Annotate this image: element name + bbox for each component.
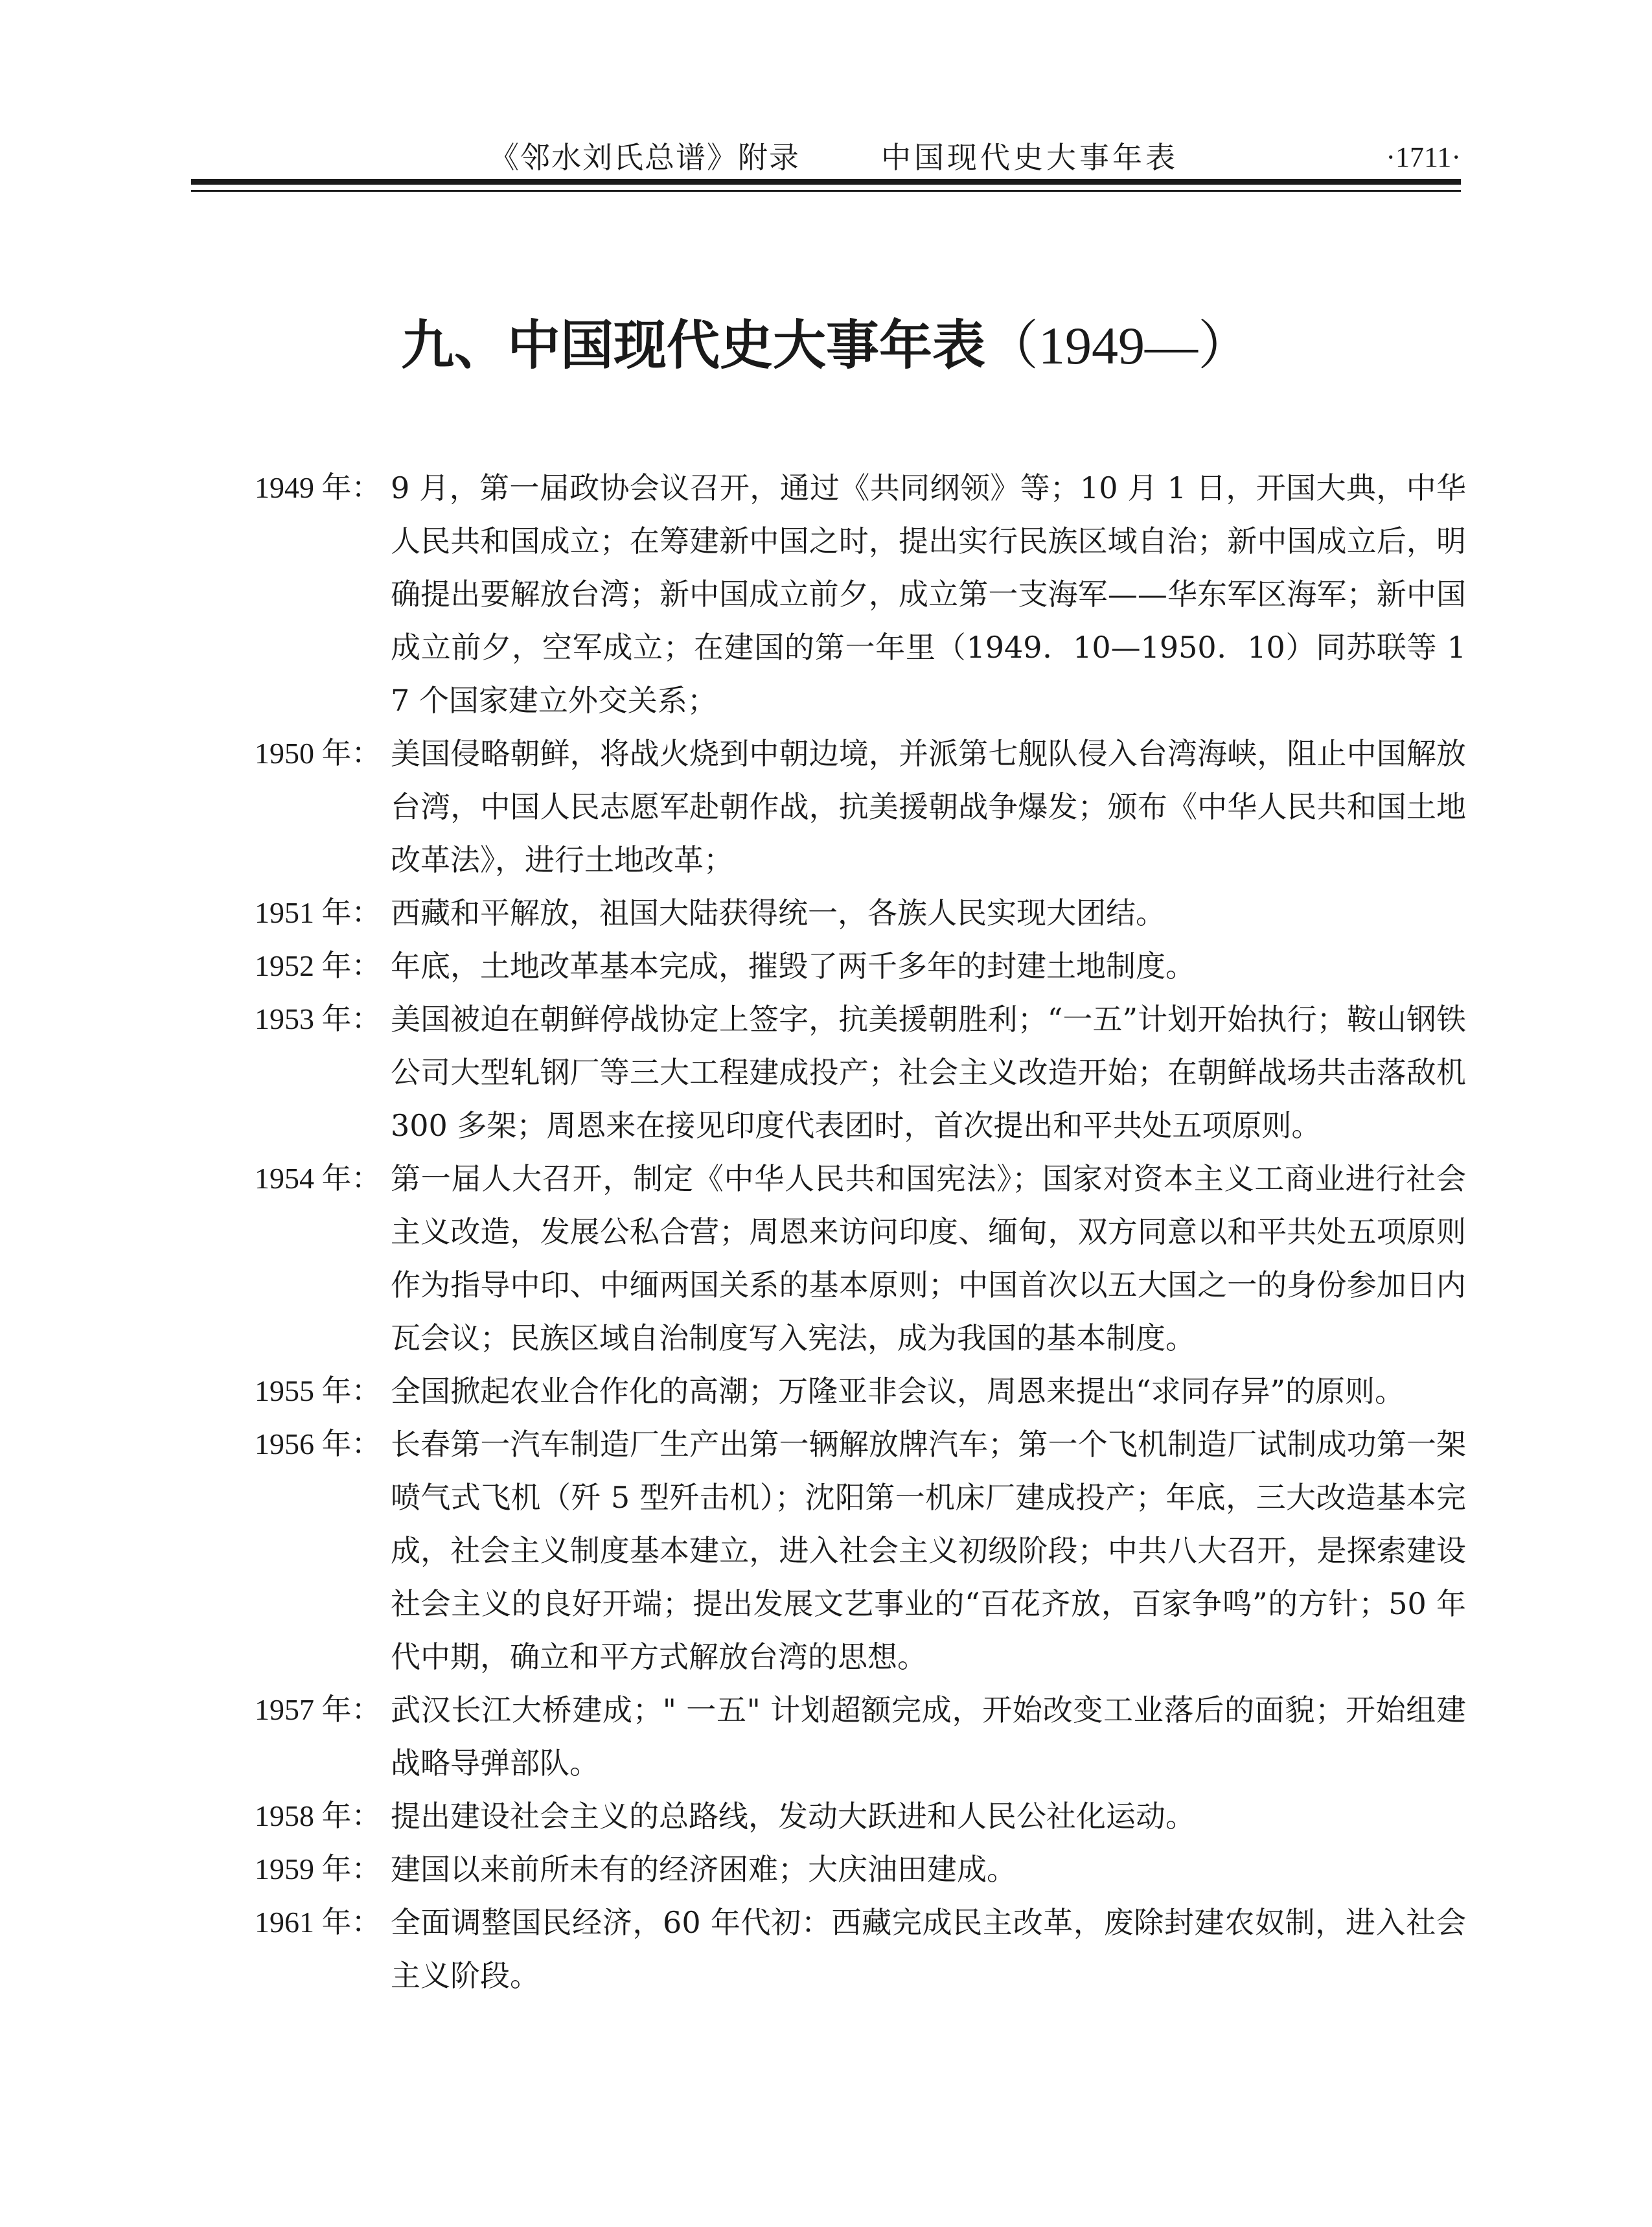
entry-text: 全国掀起农业合作化的高潮；万隆亚非会议，周恩来提出“求同存异”的原则。 xyxy=(391,1374,1405,1409)
entry-year: 1954 年： xyxy=(255,1162,382,1195)
entry-text: 美国被迫在朝鲜停战协定上签字，抗美援朝胜利；“一五”计划开始执行；鞍山钢铁公司大型轧钢厂等三大工程建成投产；社会主义改造开始；在朝鲜战场共击落敌机 300 多架；周恩来在接见印度代表团时，首次提出和平共处五项原则。 xyxy=(391,1002,1466,1143)
entry-year: 1959 年： xyxy=(255,1852,382,1886)
entry-year: 1950 年： xyxy=(255,737,382,770)
entry-text: 长春第一汽车制造厂生产出第一辆解放牌汽车；第一个飞机制造厂试制成功第一架喷气式飞机（歼 5 型歼击机）；沈阳第一机床厂建成投产；年底，三大改造基本完成，社会主义制度基本建立，进入社会主义初级阶段；中共八大召开，是探索建设社会主义的良好开端；提出发展文艺事业的“百花齐放，百家争鸣”的方针；50 年代中期，确立和平方式解放台湾的思想。 xyxy=(391,1427,1466,1674)
title-years: （1949—） xyxy=(985,316,1251,375)
page-title xyxy=(0,310,1652,382)
chronology-entry xyxy=(255,886,1466,940)
chronology-entry xyxy=(255,993,1466,1152)
entry-text: 第一届人大召开，制定《中华人民共和国宪法》；国家对资本主义工商业进行社会主义改造，发展公私合营；周恩来访问印度、缅甸，双方同意以和平共处五项原则作为指导中印、中缅两国关系的基本原则；中国首次以五大国之一的身份参加日内瓦会议；民族区域自治制度写入宪法，成为我国的基本制度。 xyxy=(391,1161,1466,1356)
title-main: 九、中国现代史大事年表 xyxy=(400,314,985,376)
entry-year: 1957 年： xyxy=(255,1693,382,1726)
entry-year: 1958 年： xyxy=(255,1799,382,1832)
entry-text: 建国以来前所未有的经济困难；大庆油田建成。 xyxy=(391,1852,1016,1887)
chronology-entry xyxy=(255,461,1466,727)
entry-year: 1951 年： xyxy=(255,896,382,929)
chronology-entry xyxy=(255,1683,1466,1790)
entry-text: 提出建设社会主义的总路线，发动大跃进和人民公社化运动。 xyxy=(391,1799,1195,1834)
entry-year: 1961 年： xyxy=(255,1906,382,1939)
entry-year: 1952 年： xyxy=(255,949,382,982)
entry-text: 西藏和平解放，祖国大陆获得统一，各族人民实现大团结。 xyxy=(391,895,1165,930)
entry-text: 武汉长江大桥建成；" 一五" 计划超额完成，开始改变工业落后的面貌；开始组建战略导弹部队。 xyxy=(391,1692,1466,1781)
running-header xyxy=(191,135,1461,180)
page-number: ·1711· xyxy=(1386,141,1461,173)
chronology-entry xyxy=(255,1365,1466,1418)
entry-text: 全面调整国民经济，60 年代初：西藏完成民主改革，废除封建农奴制，进入社会主义阶段。 xyxy=(391,1905,1466,1993)
chronology-entry xyxy=(255,1152,1466,1365)
chronology-entry xyxy=(255,1790,1466,1843)
header-rule-thick xyxy=(191,179,1461,185)
entry-text: 美国侵略朝鲜，将战火烧到中朝边境，并派第七舰队侵入台湾海峡，阻止中国解放台湾，中国人民志愿军赴朝作战，抗美援朝战争爆发；颁布《中华人民共和国土地改革法》，进行土地改革； xyxy=(391,736,1466,877)
chronology-entry xyxy=(255,1418,1466,1683)
entry-year: 1949 年： xyxy=(255,471,382,504)
chronology-entry xyxy=(255,1843,1466,1896)
entry-text: 年底，土地改革基本完成，摧毁了两千多年的封建土地制度。 xyxy=(391,949,1195,984)
entry-year: 1955 年： xyxy=(255,1374,382,1407)
chronology-entry xyxy=(255,940,1466,993)
entry-year: 1953 年： xyxy=(255,1002,382,1035)
header-book-title: 《邻水刘氏总谱》附录 xyxy=(489,140,800,175)
chronology-entry xyxy=(255,727,1466,886)
header-section-title: 中国现代史大事年表 xyxy=(881,140,1178,175)
header-rule-thin xyxy=(191,190,1461,192)
entry-year: 1956 年： xyxy=(255,1427,382,1460)
chronology-list xyxy=(255,461,1466,2002)
chronology-entry xyxy=(255,1896,1466,2002)
entry-text: 9 月，第一届政协会议召开，通过《共同纲领》等；10 月 1 日，开国大典，中华人民共和国成立；在筹建新中国之时，提出实行民族区域自治；新中国成立后，明确提出要解放台湾；新中国成立前夕，成立第一支海军——华东军区海军；新中国成立前夕，空军成立；在建国的第一年里（1949．10—1950．10）同苏联等 17 个国家建立外交关系； xyxy=(391,470,1466,718)
